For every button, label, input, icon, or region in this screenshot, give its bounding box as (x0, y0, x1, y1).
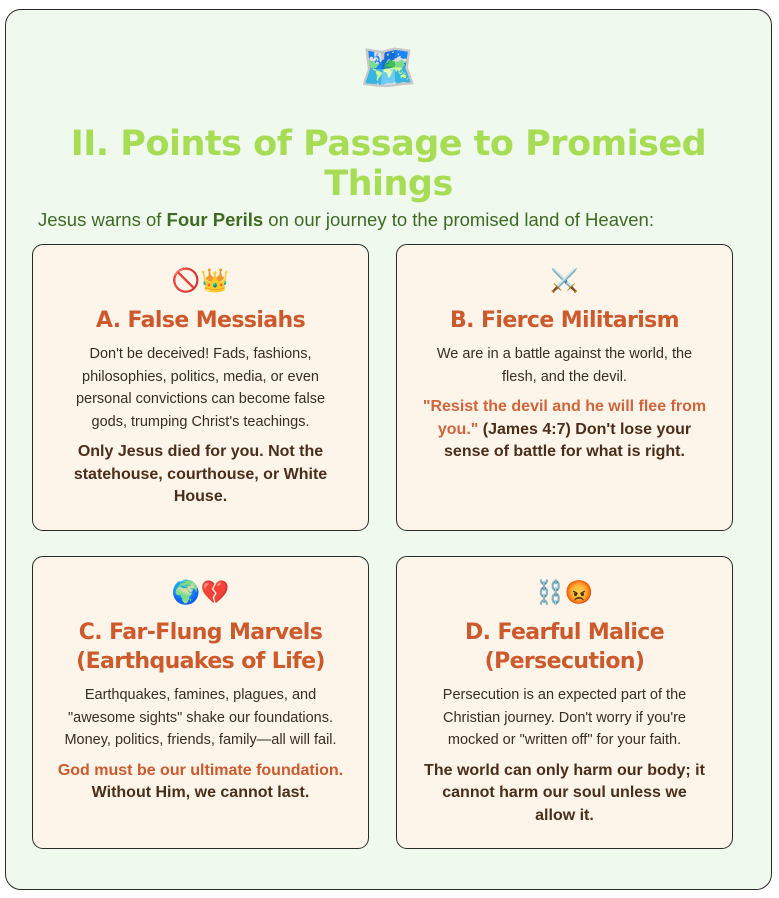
intro-prefix: Jesus warns of (38, 209, 167, 230)
card-body: Earthquakes, famines, plagues, and "awesome sights" shake our foundations. Money, politics, friends, family—all will fail. (64, 687, 337, 748)
world-map-icon: 🗺️ (359, 42, 418, 93)
globe-broken-heart-icon: 🌍💔 (171, 579, 230, 605)
card-emphasis: Only Jesus died for you. Not the statehouse, courthouse, or White House. (73, 443, 328, 505)
intro-text (38, 208, 751, 232)
card-title: A. False Messiahs (95, 308, 306, 333)
card-false-messiahs (32, 244, 369, 531)
chains-angry-face-icon: ⛓️😡 (535, 579, 594, 605)
card-emphasis (57, 760, 344, 805)
crossed-swords-icon: ⚔️ (550, 267, 579, 293)
card-body: We are in a battle against the world, the flesh, and the devil. (436, 346, 693, 385)
card-emphasis (421, 396, 708, 464)
card-fierce-militarism (396, 244, 733, 531)
foundation-text: Without Him, we cannot last. (91, 784, 310, 801)
intro-suffix: on our journey to the promised land of Heaven: (263, 209, 654, 230)
card-body: Don't be deceived! Fads, fashions, philosophies, politics, media, or even personal convictions can become false gods, trumping Christ's teachings. (75, 346, 326, 430)
page-title: II. Points of Passage to Promised Things (70, 124, 707, 204)
card-title: D. Fearful Malice (Persecution) (464, 620, 665, 674)
card-body: Persecution is an expected part of the Christian journey. Don't worry if you're mocked or "written off" for your faith. (442, 687, 687, 748)
card-far-flung-marvels (32, 556, 369, 849)
intro-emphasis: Four Perils (166, 209, 264, 230)
scripture-quote: "Resist the devil and he will flee from you." (422, 398, 707, 438)
card-fearful-malice (396, 556, 733, 849)
no-crown-icon: 🚫👑 (171, 267, 230, 293)
card-title: C. Far-Flung Marvels (Earthquakes of Life) (76, 620, 325, 674)
foundation-callout: God must be our ultimate foundation. (57, 761, 344, 779)
scripture-reference: (James 4:7) Don't lose your sense of battle for what is right. (444, 420, 692, 460)
card-emphasis: The world can only harm our body; it cannot harm our soul unless we allow it. (424, 761, 705, 824)
card-title: B. Fierce Militarism (449, 308, 680, 333)
